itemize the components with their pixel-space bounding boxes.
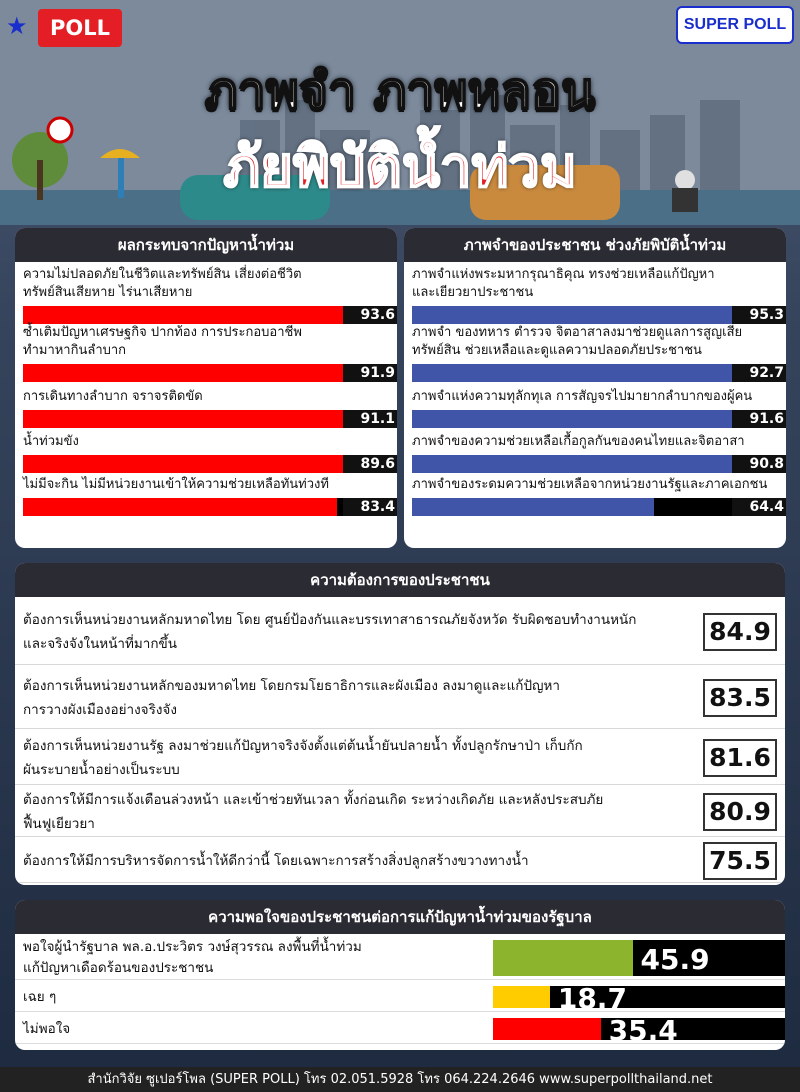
impact-value-label: 89.6 <box>343 455 397 473</box>
memory-label <box>412 324 786 360</box>
impact-bar <box>23 364 369 382</box>
need-text-line: ต้องการให้มีการบริหารจัดการน้ำให้ดีกว่านี้ โดยเฉพาะการสร้างสิ่งปลูกสร้างขวางทางน้ำ <box>23 853 529 869</box>
star-icon: ★ <box>6 12 28 40</box>
memory-label <box>412 476 786 494</box>
need-row <box>15 839 785 883</box>
impact-value-label: 93.6 <box>343 306 397 324</box>
memory-value-label: 92.7 <box>732 364 786 382</box>
need-value: 75.5 <box>703 842 777 880</box>
impact-item <box>23 324 397 381</box>
memory-item <box>412 388 786 427</box>
need-text-line: ต้องการเห็นหน่วยงานรัฐ ลงมาช่วยแก้ปัญหาจริงจังตั้งแต่ต้นน้ำยันปลายน้ำ ทั้งปลูกรักษาป่า เก็บกัก <box>23 738 583 754</box>
impact-label-line: ซ้ำเติมปัญหาเศรษฐกิจ ปากท้อง การประกอบอาชีพ <box>23 325 302 340</box>
memory-bar-row <box>412 455 786 473</box>
need-text <box>23 674 683 722</box>
need-text-line: ผันระบายน้ำอย่างเป็นระบบ <box>23 762 180 778</box>
memory-value-label: 91.6 <box>732 410 786 428</box>
header-banner <box>0 0 800 225</box>
need-text <box>23 849 683 873</box>
need-text <box>23 788 683 836</box>
need-row <box>15 599 785 665</box>
memory-bar-row <box>412 498 786 516</box>
memory-label-line: และเยียวยาประชาชน <box>412 285 534 300</box>
needs-panel <box>15 563 785 885</box>
need-row <box>15 667 785 729</box>
need-row <box>15 731 785 785</box>
satisfaction-bar-track <box>493 982 785 1015</box>
memory-bar-row <box>412 410 786 428</box>
satisfaction-label-line: ไม่พอใจ <box>23 1020 71 1037</box>
satisfaction-value-label: 35.4 <box>608 1014 678 1047</box>
memory-bar <box>412 455 753 473</box>
satisfaction-value-label: 45.9 <box>640 943 710 976</box>
need-value: 80.9 <box>703 793 777 831</box>
satisfaction-bar <box>493 940 633 976</box>
memory-bar <box>412 410 756 428</box>
memory-panel-title: ภาพจำของประชาชน ช่วงภัยพิบัติน้ำท่วม <box>404 228 786 262</box>
impact-label-line: น้ำท่วมขัง <box>23 434 79 449</box>
memory-item <box>412 433 786 472</box>
need-text-line: ต้องการให้มีการแจ้งเตือนล่วงหน้า และเข้าช่วยทันเวลา ทั้งก่อนเกิด ระหว่างเกิดภัย และหลังประสบภัย <box>23 792 604 808</box>
impact-label <box>23 476 397 494</box>
satisfaction-row <box>15 1014 785 1047</box>
need-text-line: ฟื้นฟูเยียวยา <box>23 816 95 832</box>
impact-item <box>23 266 397 323</box>
title-line-2: ภัยพิบัติน้ำท่วม <box>223 135 577 200</box>
impact-bar-row <box>23 410 397 428</box>
super-poll-logo: SUPER POLL <box>676 6 794 44</box>
memory-item <box>412 324 786 381</box>
memory-bar <box>412 364 761 382</box>
impact-bar <box>23 410 366 428</box>
memory-label <box>412 266 786 302</box>
satisfaction-bar-track <box>493 940 785 976</box>
impact-value-label: 83.4 <box>343 498 397 516</box>
need-value: 81.6 <box>703 739 777 777</box>
memory-value-label: 95.3 <box>732 306 786 324</box>
need-text <box>23 608 683 656</box>
impact-label <box>23 324 397 360</box>
impact-panel <box>15 228 397 548</box>
memory-label-line: ภาพจำของระดมความช่วยเหลือจากหน่วยงานรัฐและภาคเอกชน <box>412 477 768 492</box>
footer-contact: สำนักวิจัย ซูเปอร์โพล (SUPER POLL) โทร 02.051.5928 โทร 064.224.2646 www.superpollthailand.net <box>0 1067 800 1092</box>
impact-item <box>23 388 397 427</box>
satisfaction-bar-track <box>493 1014 785 1047</box>
satisfaction-label-line: แก้ปัญหาเดือดร้อนของประชาชน <box>23 960 214 976</box>
memory-label-line: ทรัพย์สิน ช่วยเหลือและดูแลความปลอดภัยประชาชน <box>412 343 702 358</box>
impact-label-line: การเดินทางลำบาก จราจรติดขัด <box>23 389 203 404</box>
impact-panel-title: ผลกระทบจากปัญหาน้ำท่วม <box>15 228 397 262</box>
memory-label <box>412 388 786 406</box>
need-value: 83.5 <box>703 679 777 717</box>
needs-panel-title: ความต้องการของประชาชน <box>15 563 785 597</box>
impact-bar-row <box>23 364 397 382</box>
impact-bar <box>23 455 360 473</box>
title-line-1: ภาพจำ ภาพหลอน <box>204 62 596 120</box>
satisfaction-label-line: พอใจผู้นำรัฐบาล พล.อ.ประวิตร วงษ์สุวรรณ ลงพื้นที่น้ำท่วม <box>23 939 362 955</box>
impact-label <box>23 266 397 302</box>
need-text-line: การวางผังเมืองอย่างจริงจัง <box>23 702 177 718</box>
satisfaction-row <box>15 982 785 1015</box>
impact-label-line: ความไม่ปลอดภัยในชีวิตและทรัพย์สิน เสี่ยงต่อชีวิต <box>23 267 302 282</box>
memory-panel <box>404 228 786 548</box>
satisfaction-bar <box>493 1018 601 1040</box>
satisfaction-label <box>23 987 483 1008</box>
impact-label <box>23 388 397 406</box>
memory-value-label: 64.4 <box>732 498 786 516</box>
memory-bar <box>412 306 770 324</box>
impact-value-label: 91.9 <box>343 364 397 382</box>
need-row <box>15 787 785 837</box>
impact-bar <box>23 498 337 516</box>
satisfaction-value-label: 18.7 <box>557 982 627 1015</box>
memory-value-label: 90.8 <box>732 455 786 473</box>
need-value: 84.9 <box>703 613 777 651</box>
impact-bar <box>23 306 375 324</box>
impact-label-line: ไม่มีจะกิน ไม่มีหน่วยงานเข้าให้ความช่วยเหลือทันท่วงที <box>23 477 329 492</box>
satisfaction-row <box>15 936 785 980</box>
poll-badge: POLL <box>38 9 122 47</box>
impact-bar-row <box>23 306 397 324</box>
satisfaction-panel-title: ความพอใจของประชาชนต่อการแก้ปัญหาน้ำท่วมของรัฐบาล <box>15 900 785 934</box>
satisfaction-label <box>23 937 483 979</box>
impact-label-line: ทรัพย์สินเสียหาย ไร่นาเสียหาย <box>23 285 193 300</box>
memory-bar <box>412 498 654 516</box>
satisfaction-panel <box>15 900 785 1050</box>
memory-label-line: ภาพจำของความช่วยเหลือเกื้อกูลกันของคนไทยและจิตอาสา <box>412 434 745 449</box>
memory-label <box>412 433 786 451</box>
memory-bar-row <box>412 306 786 324</box>
memory-item <box>412 476 786 515</box>
need-text-line: ต้องการเห็นหน่วยงานหลักมหาดไทย โดย ศูนย์ป้องกันและบรรเทาสาธารณภัยจังหวัด รับผิดชอบทำงานหนัก <box>23 612 637 628</box>
impact-value-label: 91.1 <box>343 410 397 428</box>
satisfaction-label <box>23 1019 483 1040</box>
impact-label <box>23 433 397 451</box>
impact-label-line: ทำมาหากินลำบาก <box>23 343 127 358</box>
memory-bar-row <box>412 364 786 382</box>
satisfaction-label-line: เฉย ๆ <box>23 988 57 1005</box>
need-text-line: ต้องการเห็นหน่วยงานหลักของมหาดไทย โดยกรมโยธาธิการและผังเมือง ลงมาดูและแก้ปัญหา <box>23 678 561 694</box>
impact-bar-row <box>23 498 397 516</box>
memory-label-line: ภาพจำ ของทหาร ตำรวจ จิตอาสาลงมาช่วยดูแลการสูญเสีย <box>412 325 743 340</box>
need-text-line: และจริงจังในหน้าที่มากขึ้น <box>23 636 178 652</box>
need-text <box>23 734 683 782</box>
impact-bar-row <box>23 455 397 473</box>
memory-item <box>412 266 786 323</box>
satisfaction-bar <box>493 986 550 1008</box>
memory-label-line: ภาพจำแห่งพระมหากรุณาธิคุณ ทรงช่วยเหลือแก้ปัญหา <box>412 267 715 282</box>
impact-item <box>23 476 397 515</box>
memory-label-line: ภาพจำแห่งความทุลักทุเล การสัญจรไปมายากลำบากของผู้คน <box>412 389 753 404</box>
impact-item <box>23 433 397 472</box>
